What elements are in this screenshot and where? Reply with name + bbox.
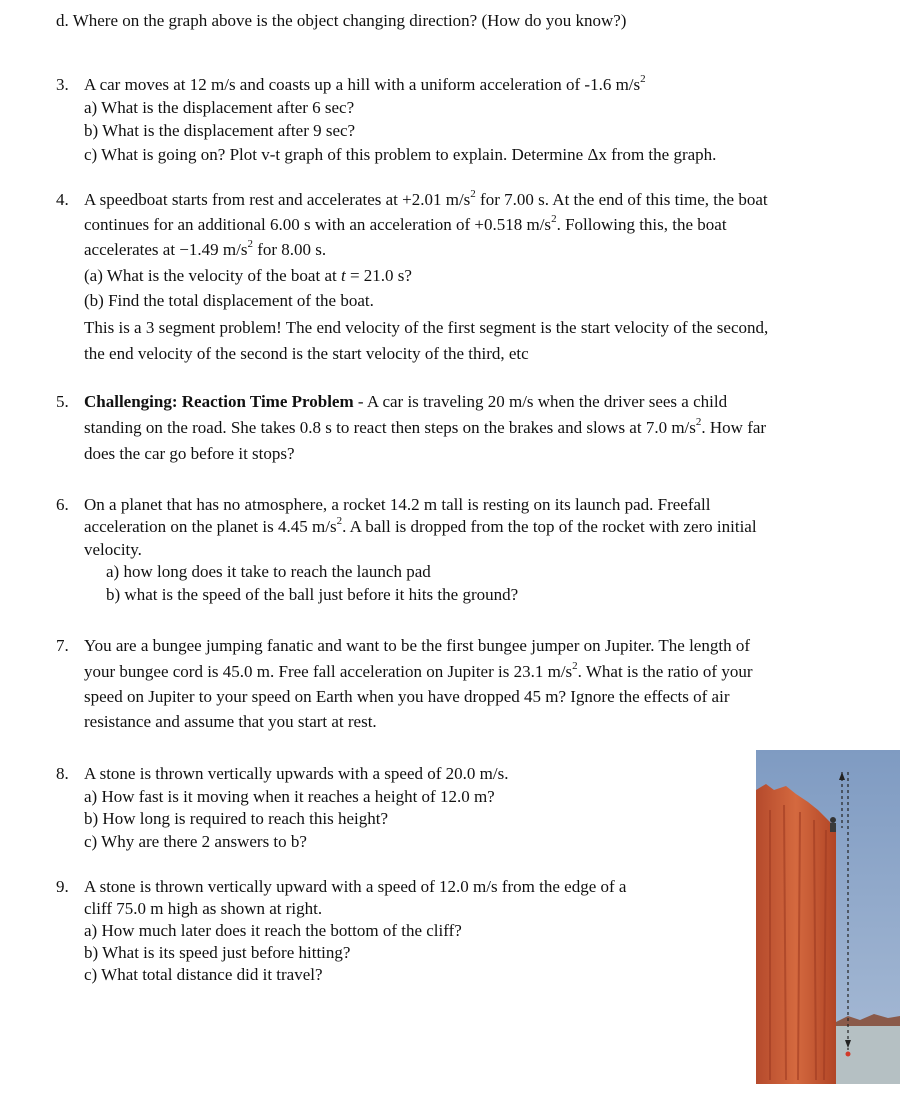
problem-6-line-1: On a planet that has no atmosphere, a rocket 14.2 m tall is resting on its launch pad. Freefall bbox=[84, 495, 711, 514]
problem-7-line-1: You are a bungee jumping fanatic and want to be the first bungee jumper on Jupiter. The length of bbox=[84, 636, 750, 655]
problem-4-note-1: This is a 3 segment problem! The end velocity of the first segment is the start velocity of the second, bbox=[84, 318, 769, 337]
problem-5-line-3: does the car go before it stops? bbox=[84, 444, 295, 463]
problem-4-number: 4. bbox=[56, 190, 69, 209]
problem-8-part-c: c) Why are there 2 answers to b? bbox=[84, 832, 307, 851]
problem-9-number: 9. bbox=[56, 877, 69, 896]
problem-7-line-2: your bungee cord is 45.0 m. Free fall acceleration on Jupiter is 23.1 $m/s^2$. What is the ratio of your bbox=[84, 660, 753, 681]
problem-8-number: 8. bbox=[56, 764, 69, 783]
problem-3-number: 3. bbox=[56, 75, 69, 94]
problem-7-line-3: speed on Jupiter to your speed on Earth when you have dropped 45 m? Ignore the effects of air bbox=[84, 687, 730, 706]
problem-5-line-1: Challenging: Reaction Time Problem - A car is traveling 20 m/s when the driver sees a child bbox=[84, 392, 728, 411]
question-d: d. Where on the graph above is the object changing direction? (How do you know?) bbox=[56, 11, 627, 30]
problem-7-line-4: resistance and assume that you start at rest. bbox=[84, 712, 377, 731]
problem-8-line-1: A stone is thrown vertically upwards with a speed of 20.0 m/s. bbox=[84, 764, 509, 783]
problem-3-part-a: a) What is the displacement after 6 sec? bbox=[84, 98, 355, 117]
problem-4-line-3: accelerates at −1.49 $m/s^2$ for 8.00 s. bbox=[84, 238, 327, 259]
ground bbox=[836, 1022, 900, 1084]
problem-9-line-2: cliff 75.0 m high as shown at right. bbox=[84, 899, 323, 918]
problem-4-line-2: continues for an additional 6.00 s with an acceleration of +0.518 $m/s^2$. Following this, the boat bbox=[84, 213, 727, 234]
problem-4-line-1: A speedboat starts from rest and accelerates at +2.01 $m/s^2$ for 7.00 s. At the end of this time, the boat bbox=[84, 188, 768, 209]
cliff-figure bbox=[756, 750, 900, 1084]
problem-5-number: 5. bbox=[56, 392, 69, 411]
problem-6-line-2: acceleration on the planet is 4.45 $m/s^2$. A ball is dropped from the top of the rocket with zero initial bbox=[84, 515, 757, 536]
problem-5-title: Challenging: Reaction Time Problem bbox=[84, 392, 354, 411]
problem-7-number: 7. bbox=[56, 636, 69, 655]
problem-6-number: 6. bbox=[56, 495, 69, 514]
problem-5-line-2: standing on the road. She takes 0.8 s to react then steps on the brakes and slows at 7.0 $m/s^2$. How far bbox=[84, 416, 767, 437]
thrower-figure bbox=[830, 817, 836, 832]
problem-4-note-2: the end velocity of the second is the start velocity of the third, etc bbox=[84, 344, 529, 363]
problem-8-part-b: b) How long is required to reach this height? bbox=[84, 809, 389, 828]
problem-6-part-a: a) how long does it take to reach the launch pad bbox=[106, 562, 431, 581]
problem-9-part-a: a) How much later does it reach the bottom of the cliff? bbox=[84, 921, 462, 940]
stone bbox=[846, 1052, 851, 1057]
problem-9-line-1: A stone is thrown vertically upward with a speed of 12.0 m/s from the edge of a bbox=[84, 877, 627, 896]
problem-9-part-c: c) What total distance did it travel? bbox=[84, 965, 323, 984]
problem-4-part-b: (b) Find the total displacement of the boat. bbox=[84, 291, 374, 310]
problem-6-line-3: velocity. bbox=[84, 540, 142, 559]
problem-3-stem: A car moves at 12 m/s and coasts up a hill with a uniform acceleration of -1.6 $m/s^2$ bbox=[84, 73, 646, 94]
problem-8-part-a: a) How fast is it moving when it reaches a height of 12.0 m? bbox=[84, 787, 495, 806]
problem-3-part-b: b) What is the displacement after 9 sec? bbox=[84, 121, 356, 140]
problem-4-part-a: (a) What is the velocity of the boat at t = 21.0 s? bbox=[84, 266, 412, 285]
problem-6-part-b: b) what is the speed of the ball just before it hits the ground? bbox=[106, 585, 519, 604]
problem-9-part-b: b) What is its speed just before hitting? bbox=[84, 943, 351, 962]
problem-3-part-c: c) What is going on? Plot v-t graph of this problem to explain. Determine Δx from the graph. bbox=[84, 145, 717, 164]
